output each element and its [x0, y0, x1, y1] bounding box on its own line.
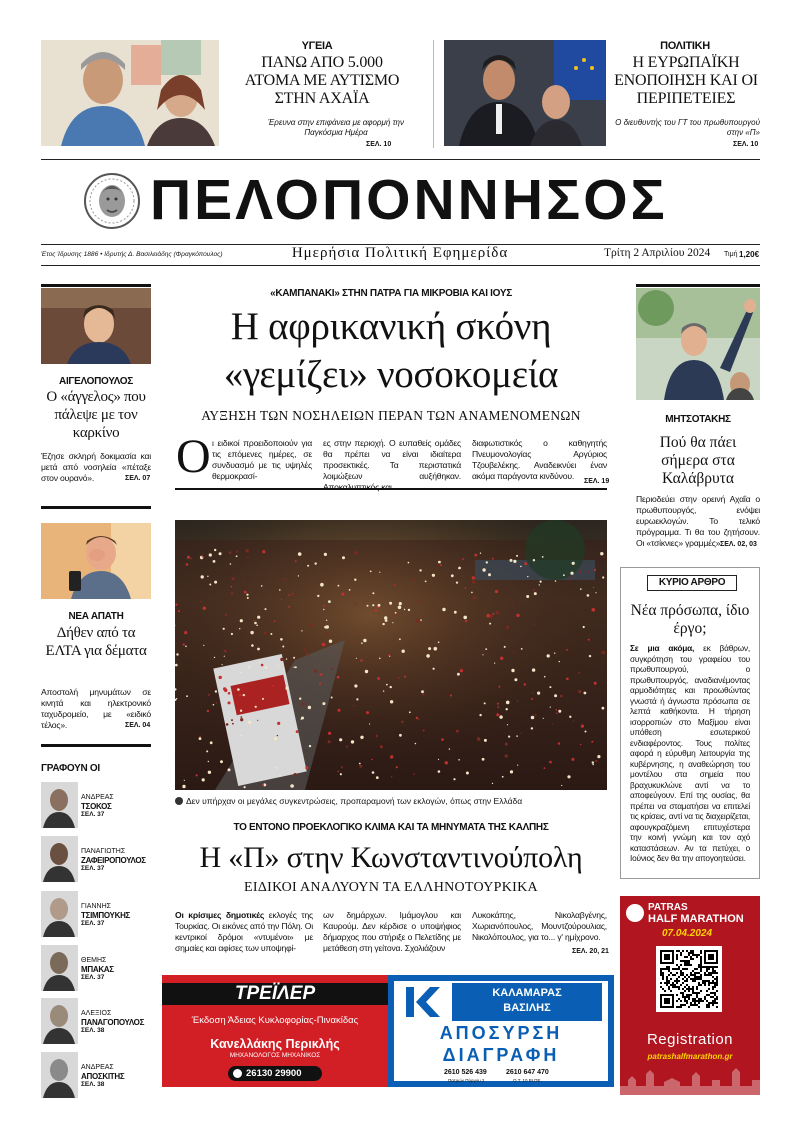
qr-code-icon[interactable] — [656, 946, 722, 1012]
left-col-rule-2 — [41, 506, 151, 509]
lead-col1: ι ειδικοί προειδοποιούν για τις επόμενες ημέρες, σε συνδυασμό με τις υψηλές θερμοκρασί- — [212, 438, 312, 481]
second-headline[interactable]: Η «Π» στην Κωνσταντινούπολη — [199, 841, 583, 874]
phone-icon — [233, 1069, 242, 1078]
author-item[interactable] — [41, 782, 153, 830]
masthead-title[interactable]: ΠΕΛΟΠΟΝΝΗΣΟΣ — [150, 168, 668, 232]
lead-col3: διαφωτιστικός ο καθηγητής Πνευμονολογίας Αργύριος Τζουβελέκης. Αναδεικνύει έναν ακόμα παράγοντα κινδύνου. — [472, 438, 607, 481]
author-item[interactable] — [41, 945, 153, 993]
kalamaras-line2: ΔΙΑΓΡΑΦΗ — [442, 1045, 560, 1065]
mitsotakis-photo — [636, 288, 760, 400]
marathon-date: 07.04.2024 — [662, 928, 713, 939]
right-story-kicker: ΜΗΤΣΟΤΑΚΗΣ — [665, 414, 731, 425]
left-col-rule-3 — [41, 744, 151, 747]
marathon-skyline — [620, 1066, 760, 1095]
right-story-headline[interactable]: Πού θα πάει σήμερα στα Καλάβρυτα — [659, 434, 737, 487]
lead-kicker: «ΚΑΜΠΑΝΑΚΙ» ΣΤΗΝ ΠΑΤΡΑ ΓΙΑ ΜΙΚΡΟΒΙΑ ΚΑΙ ΙΟΥΣ — [270, 288, 512, 299]
second-col1-text: εκλογές της Τουρκίας. Οι εικόνες από την Πόλη. Οι κεντρικοί δρόμοι «ντυμένοι» με σημαίες και αφίσες των υποψηφί- — [175, 910, 313, 953]
kalamaras-ad[interactable] — [388, 975, 614, 1087]
author-item[interactable] — [41, 836, 153, 884]
author-last-name: ΤΣΟΚΟΣ — [81, 802, 112, 811]
second-col3: Λυκοκάπης, Νικολαβγένης, Χωριανόπουλος, Μουντζούρουλιας, Νικολόπουλος, για το... γ' ημίχρονο. — [472, 910, 607, 942]
marathon-cta[interactable]: Registration — [646, 1031, 734, 1048]
photo-caption — [175, 796, 607, 806]
author-page: ΣΕΛ. 37 — [81, 865, 105, 872]
top-right-page: ΣΕΛ. 10 — [733, 141, 759, 148]
editorial-headline[interactable]: Νέα πρόσωπα, ίδιο έργο; — [630, 602, 750, 637]
left-story2-headline[interactable]: Δήθεν από τα ΕΛΤΑ για δέματα — [45, 625, 147, 659]
top-left-headline[interactable]: ΠΑΝΩ ΑΠΟ 5.000 ΑΤΟΜΑ ΜΕ ΑΥΤΙΣΜΟ ΣΤΗΝ ΑΧΑΪΑ — [244, 54, 400, 107]
author-item[interactable] — [41, 998, 153, 1046]
kalamaras-addr2: Ο.Τ. 10 ΒΙ.ΠΕ. — [513, 1078, 542, 1083]
masthead-price-label: Τιμή — [724, 251, 738, 258]
trailer-ad-role: ΜΗΧΑΝΟΛΟΓΟΣ ΜΗΧΑΝΙΚΟΣ — [229, 1052, 321, 1059]
kalamaras-phone1: 2610 526 439 — [444, 1069, 487, 1076]
marathon-title: HALF MARATHON — [648, 913, 744, 925]
top-left-sub: Έρευνα στην επιφάνεια με αφορμή την Παγκόσμια Ημέρα — [268, 118, 404, 137]
author-last-name: ΑΠΟΣΚΙΤΗΣ — [81, 1072, 125, 1081]
top-right-headline[interactable]: Η ΕΥΡΩΠΑΪΚΗ ΕΝΟΠΟΙΗΣΗ ΚΑΙ ΟΙ ΠΕΡΙΠΕΤΕΙΕΣ — [614, 54, 758, 107]
author-first-name: ΑΛΕΞΙΟΣ — [81, 1010, 112, 1017]
second-subhead: ΕΙΔΙΚΟΙ ΑΝΑΛΥΟΥΝ ΤΑ ΕΛΛΗΝΟΤΟΥΡΚΙΚΑ — [244, 880, 538, 895]
author-page: ΣΕΛ. 37 — [81, 974, 105, 981]
kalamaras-name1: ΚΑΛΑΜΑΡΑΣ — [492, 987, 562, 999]
author-first-name: ΓΙΑΝΝΗΣ — [81, 903, 111, 910]
author-photo — [41, 782, 78, 828]
right-story-body: Περιοδεύει στην ορεινή Αχαΐα ο πρωθυπουργός, ενόψει ευρωεκλογών. Το τελικό πρόγραμμα. Τι θα του ζητήσουν. Οι «τσίκνιες» γραμμές». — [636, 494, 760, 548]
second-page: ΣΕΛ. 20, 21 — [572, 948, 609, 955]
marathon-url[interactable]: patrashalfmarathon.gr — [647, 1052, 733, 1061]
marathon-logo-icon — [626, 904, 644, 922]
author-item[interactable] — [41, 1052, 153, 1100]
left-story2-body: Αποστολή μηνυμάτων σε κινητά και ηλεκτρονικό ταχυδρομείο, με «ειδικό τέλος». — [41, 687, 151, 730]
author-photo — [41, 836, 78, 882]
masthead-tagline: Ημερήσια Πολιτική Εφημερίδα — [291, 245, 509, 261]
left-col-rule-1 — [41, 284, 151, 287]
kalamaras-addr1: Πατρών Πύργου 2 — [448, 1078, 485, 1083]
author-photo — [41, 1052, 78, 1098]
author-photo — [41, 998, 78, 1044]
lead-page: ΣΕΛ. 19 — [584, 478, 610, 485]
photo-caption-text: Δεν υπήρχαν οι μεγάλες συγκεντρώσεις, προπαραμονή των εκλογών, όπως στην Ελλάδα — [186, 796, 523, 806]
masthead-rule-bottom — [41, 265, 760, 266]
author-first-name: ΑΝΔΡΕΑΣ — [81, 1064, 114, 1071]
author-photo — [41, 891, 78, 937]
top-left-kicker: ΥΓΕΙΑ — [301, 40, 333, 52]
kalamaras-line1: ΑΠΟΣΥΡΣΗ — [439, 1023, 563, 1043]
authors-heading: ΓΡΑΦΟΥΝ ΟΙ — [41, 763, 100, 774]
lead-col2: ες στην περιοχή. Ο ευπαθείς ομάδες θα πρέπει να είναι ιδιαίτερα προσεκτικές. Τα περιστατικά λοιμώξεων αυξήθηκαν. Αποκαλυπτικός και — [323, 438, 461, 492]
lead-headline-line2[interactable]: «γεμίζει» νοσοκομεία — [223, 353, 559, 396]
left-story1-headline[interactable]: Ο «άγγελος» που πάλεψε με τον καρκίνο — [46, 389, 146, 441]
author-photo — [41, 945, 78, 991]
top-right-sub: Ο διευθυντής του ΓΤ του πρωθυπουργού στην «Π» — [615, 118, 760, 137]
masthead-logo-icon — [83, 172, 141, 230]
istanbul-crowd-photo — [175, 520, 607, 790]
politics-story-photo — [444, 40, 606, 146]
left-story1-kicker: ΑΙΓΕΛΟΠΟΥΛΟΣ — [59, 376, 133, 387]
left-story2-page: ΣΕΛ. 04 — [125, 722, 151, 729]
author-last-name: ΤΣΙΜΠΟΥΚΗΣ — [81, 911, 131, 920]
author-first-name: ΠΑΝΑΓΙΩΤΗΣ — [81, 848, 126, 855]
lead-headline-line1[interactable]: Η αφρικανική σκόνη — [230, 305, 552, 348]
right-col-rule-1 — [636, 284, 760, 287]
author-first-name: ΑΝΔΡΕΑΣ — [81, 794, 114, 801]
kalamaras-logo-icon — [400, 985, 448, 1019]
editorial-body — [630, 643, 750, 864]
masthead-founded: Έτος Ίδρυσης 1886 • Ιδρυτής Δ. Βασιλειάδης (Φραγκόπουλος) — [41, 251, 223, 258]
masthead-date: Τρίτη 2 Απριλίου 2024 — [604, 247, 711, 259]
second-col2: ων δημάρχων. Ιμάμογλου και Καυρούμ. Δεν κέρδισε ο υποψήφιος δήμαρχος που στήριξε ο Πελετίδης με μετάθεση στη γείτονα. Σχολιάζουν — [323, 910, 461, 953]
author-first-name: ΘΕΜΗΣ — [81, 957, 107, 964]
left-story2-photo — [41, 523, 151, 599]
camera-icon — [175, 797, 183, 805]
autism-story-photo — [41, 40, 219, 146]
author-page: ΣΕΛ. 37 — [81, 920, 105, 927]
editorial-kicker: ΚΥΡΙΟ ΑΡΘΡΟ — [658, 577, 726, 588]
author-page: ΣΕΛ. 37 — [81, 811, 105, 818]
trailer-ad[interactable] — [162, 975, 388, 1087]
second-kicker: ΤΟ ΕΝΤΟΝΟ ΠΡΟΕΚΛΟΓΙΚΟ ΚΛΙΜΑ ΚΑΙ ΤΑ ΜΗΝΥΜΑΤΑ ΤΗΣ ΚΑΛΠΗΣ — [233, 822, 549, 833]
left-story1-page: ΣΕΛ. 07 — [125, 475, 151, 482]
top-left-page: ΣΕΛ. 10 — [366, 141, 392, 148]
marathon-ad[interactable] — [620, 896, 760, 1095]
author-page: ΣΕΛ. 38 — [81, 1081, 105, 1088]
author-last-name: ΜΠΑΚΑΣ — [81, 965, 114, 974]
trailer-ad-title: ΤΡΕΪΛΕΡ — [234, 983, 316, 1004]
top-divider — [433, 40, 434, 148]
left-story1-photo — [41, 288, 151, 364]
trailer-ad-name: Κανελλάκης Περικλής — [210, 1037, 340, 1051]
masthead-price: 1,20€ — [739, 250, 760, 259]
trailer-ad-line1: Έκδοση Άδειας Κυκλοφορίας-Πινακίδας — [191, 1015, 359, 1026]
lead-dropcap: Ο — [176, 430, 211, 483]
editorial-body-text: εκ βάθρων, συγκρότηση του γραφείου του πρωθυπουργού, ο πρωθυπουργός, αναδιανέμοντας αρμοδιότητες και προωθώντας γνωστά ή άγνωστα πρόσωπα σε λεπτά καθήκοντα. Η τήρηση ισορροπιών στο Μαξίμου είναι υπόθεση εσωτερικού ενδιαφέροντος. Τους πολίτες αφορά η εύρυθμη λειτουργία της κυβέρνησης, η αναθεώρηση του μοντέλου στα σημεία που βραχυκυκλώνε αντί να το αποφεύγουν. Επί της ουσίας, θα πρέπει να σταματήσει να επιτελεί τις κρίσεις, αντί να τις διαχειρίζεται, αφουγκραζόμενη επιτυχέστερα την κοινή γνώμη και τον αχό καταστάσεων. Αν τα πετύχει, ο Ιούνιος δεν θα την απογοητεύσει. — [630, 643, 750, 863]
second-lead-bold: Οι κρίσιμες δημοτικές — [175, 910, 265, 920]
second-col1 — [175, 910, 313, 954]
kalamaras-name2: ΒΑΣΙΛΗΣ — [503, 1002, 551, 1014]
editorial-lead-bold: Σε μια ακόμα, — [630, 643, 695, 653]
top-right-kicker: ΠΟΛΙΤΙΚΗ — [660, 40, 710, 52]
left-story2-kicker: ΝΕΑ ΑΠΑΤΗ — [68, 611, 124, 622]
author-item[interactable] — [41, 891, 153, 939]
right-story-page: ΣΕΛ. 02, 03 — [720, 541, 757, 548]
author-last-name: ΖΑΦΕΙΡΟΠΟΥΛΟΣ — [81, 856, 146, 865]
left-story1-body: Έζησε σκληρή δοκιμασία και μετά από νοσηλεία «πέταξε στον ουρανό». — [41, 451, 151, 483]
author-last-name: ΠΑΝΑΓΟΠΟΥΛΟΣ — [81, 1018, 145, 1027]
top-rule — [41, 159, 760, 160]
lead-rule — [175, 488, 607, 490]
trailer-ad-phone: 26130 29900 — [246, 1068, 302, 1079]
marathon-brand: PATRAS — [648, 902, 688, 913]
author-page: ΣΕΛ. 38 — [81, 1027, 105, 1034]
kalamaras-phone2: 2610 647 470 — [506, 1069, 549, 1076]
lead-subhead: ΑΥΞΗΣΗ ΤΩΝ ΝΟΣΗΛΕΙΩΝ ΠΕΡΑΝ ΤΩΝ ΑΝΑΜΕΝΟΜΕΝΩΝ — [201, 408, 581, 423]
